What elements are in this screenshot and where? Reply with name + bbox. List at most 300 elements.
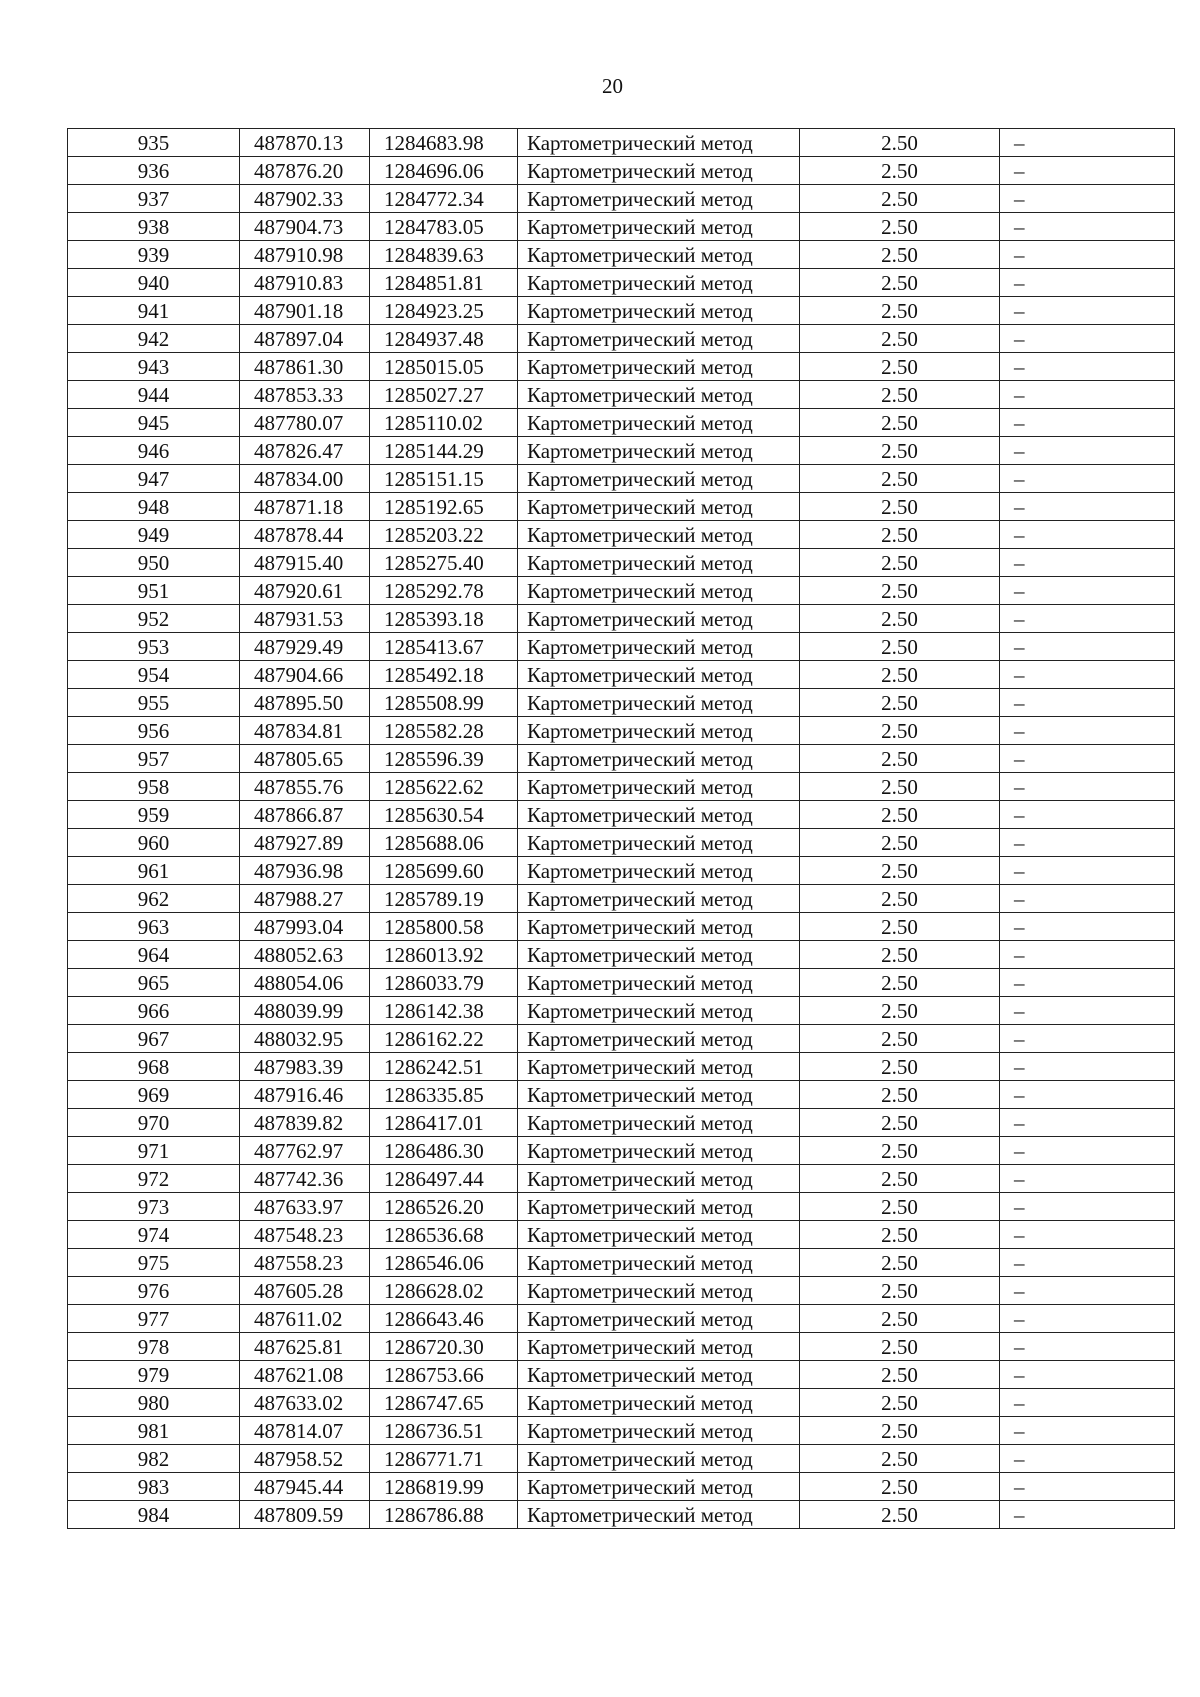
error-cell: 2.50: [800, 157, 1000, 185]
table-row: [68, 577, 1175, 605]
x-coordinate-cell: 487762.97: [240, 1137, 370, 1165]
point-number-cell: 954: [68, 661, 240, 689]
table-row: [68, 353, 1175, 381]
note-cell: –: [1000, 297, 1175, 325]
note-cell: –: [1000, 801, 1175, 829]
table-row: [68, 493, 1175, 521]
table-row: [68, 1109, 1175, 1137]
note-cell: –: [1000, 129, 1175, 157]
table-row: [68, 1249, 1175, 1277]
point-number-cell: 939: [68, 241, 240, 269]
note-cell: –: [1000, 1081, 1175, 1109]
y-coordinate-cell: 1286335.85: [370, 1081, 518, 1109]
point-number-cell: 959: [68, 801, 240, 829]
point-number-cell: 977: [68, 1305, 240, 1333]
error-cell: 2.50: [800, 997, 1000, 1025]
note-cell: –: [1000, 1445, 1175, 1473]
note-cell: –: [1000, 745, 1175, 773]
note-cell: –: [1000, 913, 1175, 941]
x-coordinate-cell: 487855.76: [240, 773, 370, 801]
method-cell: Картометрический метод: [518, 941, 800, 969]
note-cell: –: [1000, 1417, 1175, 1445]
note-cell: –: [1000, 1389, 1175, 1417]
y-coordinate-cell: 1285027.27: [370, 381, 518, 409]
method-cell: Картометрический метод: [518, 185, 800, 213]
error-cell: 2.50: [800, 1081, 1000, 1109]
x-coordinate-cell: 487945.44: [240, 1473, 370, 1501]
method-cell: Картометрический метод: [518, 689, 800, 717]
error-cell: 2.50: [800, 1137, 1000, 1165]
table-row: [68, 801, 1175, 829]
error-cell: 2.50: [800, 465, 1000, 493]
method-cell: Картометрический метод: [518, 717, 800, 745]
method-cell: Картометрический метод: [518, 745, 800, 773]
y-coordinate-cell: 1284772.34: [370, 185, 518, 213]
y-coordinate-cell: 1286417.01: [370, 1109, 518, 1137]
error-cell: 2.50: [800, 1025, 1000, 1053]
note-cell: –: [1000, 633, 1175, 661]
method-cell: Картометрический метод: [518, 129, 800, 157]
note-cell: –: [1000, 1137, 1175, 1165]
table-row: [68, 1221, 1175, 1249]
x-coordinate-cell: 487901.18: [240, 297, 370, 325]
table-row: [68, 1501, 1175, 1529]
method-cell: Картометрический метод: [518, 801, 800, 829]
x-coordinate-cell: 487958.52: [240, 1445, 370, 1473]
point-number-cell: 972: [68, 1165, 240, 1193]
point-number-cell: 982: [68, 1445, 240, 1473]
error-cell: 2.50: [800, 829, 1000, 857]
method-cell: Картометрический метод: [518, 1025, 800, 1053]
point-number-cell: 978: [68, 1333, 240, 1361]
error-cell: 2.50: [800, 325, 1000, 353]
table-row: [68, 913, 1175, 941]
point-number-cell: 951: [68, 577, 240, 605]
point-number-cell: 975: [68, 1249, 240, 1277]
method-cell: Картометрический метод: [518, 773, 800, 801]
table-row: [68, 1473, 1175, 1501]
x-coordinate-cell: 488054.06: [240, 969, 370, 997]
y-coordinate-cell: 1286747.65: [370, 1389, 518, 1417]
note-cell: –: [1000, 493, 1175, 521]
table-row: [68, 437, 1175, 465]
error-cell: 2.50: [800, 1053, 1000, 1081]
point-number-cell: 973: [68, 1193, 240, 1221]
table-row: [68, 997, 1175, 1025]
note-cell: –: [1000, 857, 1175, 885]
table-row: [68, 213, 1175, 241]
y-coordinate-cell: 1286536.68: [370, 1221, 518, 1249]
table-row: [68, 1025, 1175, 1053]
y-coordinate-cell: 1286628.02: [370, 1277, 518, 1305]
note-cell: –: [1000, 773, 1175, 801]
table-row: [68, 409, 1175, 437]
point-number-cell: 974: [68, 1221, 240, 1249]
y-coordinate-cell: 1286771.71: [370, 1445, 518, 1473]
table-row: [68, 1389, 1175, 1417]
note-cell: –: [1000, 1025, 1175, 1053]
point-number-cell: 952: [68, 605, 240, 633]
method-cell: Картометрический метод: [518, 521, 800, 549]
y-coordinate-cell: 1285292.78: [370, 577, 518, 605]
x-coordinate-cell: 487988.27: [240, 885, 370, 913]
note-cell: –: [1000, 241, 1175, 269]
x-coordinate-cell: 487931.53: [240, 605, 370, 633]
method-cell: Картометрический метод: [518, 857, 800, 885]
method-cell: Картометрический метод: [518, 1249, 800, 1277]
error-cell: 2.50: [800, 773, 1000, 801]
note-cell: –: [1000, 941, 1175, 969]
point-number-cell: 960: [68, 829, 240, 857]
y-coordinate-cell: 1286013.92: [370, 941, 518, 969]
x-coordinate-cell: 487936.98: [240, 857, 370, 885]
method-cell: Картометрический метод: [518, 829, 800, 857]
error-cell: 2.50: [800, 353, 1000, 381]
error-cell: 2.50: [800, 801, 1000, 829]
error-cell: 2.50: [800, 269, 1000, 297]
y-coordinate-cell: 1286546.06: [370, 1249, 518, 1277]
error-cell: 2.50: [800, 633, 1000, 661]
y-coordinate-cell: 1285015.05: [370, 353, 518, 381]
y-coordinate-cell: 1285688.06: [370, 829, 518, 857]
method-cell: Картометрический метод: [518, 1081, 800, 1109]
point-number-cell: 949: [68, 521, 240, 549]
y-coordinate-cell: 1285192.65: [370, 493, 518, 521]
point-number-cell: 970: [68, 1109, 240, 1137]
method-cell: Картометрический метод: [518, 577, 800, 605]
x-coordinate-cell: 487621.08: [240, 1361, 370, 1389]
note-cell: –: [1000, 1473, 1175, 1501]
method-cell: Картометрический метод: [518, 1221, 800, 1249]
note-cell: –: [1000, 437, 1175, 465]
table-row: [68, 1053, 1175, 1081]
y-coordinate-cell: 1284783.05: [370, 213, 518, 241]
method-cell: Картометрический метод: [518, 1389, 800, 1417]
table-row: [68, 969, 1175, 997]
y-coordinate-cell: 1285508.99: [370, 689, 518, 717]
y-coordinate-cell: 1284696.06: [370, 157, 518, 185]
y-coordinate-cell: 1285582.28: [370, 717, 518, 745]
note-cell: –: [1000, 1277, 1175, 1305]
error-cell: 2.50: [800, 1249, 1000, 1277]
note-cell: –: [1000, 465, 1175, 493]
x-coordinate-cell: 487910.83: [240, 269, 370, 297]
note-cell: –: [1000, 157, 1175, 185]
note-cell: –: [1000, 605, 1175, 633]
note-cell: –: [1000, 325, 1175, 353]
point-number-cell: 936: [68, 157, 240, 185]
error-cell: 2.50: [800, 213, 1000, 241]
point-number-cell: 969: [68, 1081, 240, 1109]
error-cell: 2.50: [800, 745, 1000, 773]
x-coordinate-cell: 487834.81: [240, 717, 370, 745]
point-number-cell: 962: [68, 885, 240, 913]
table-row: [68, 1361, 1175, 1389]
point-number-cell: 957: [68, 745, 240, 773]
method-cell: Картометрический метод: [518, 633, 800, 661]
method-cell: Картометрический метод: [518, 1053, 800, 1081]
point-number-cell: 958: [68, 773, 240, 801]
point-number-cell: 950: [68, 549, 240, 577]
note-cell: –: [1000, 1305, 1175, 1333]
table-row: [68, 521, 1175, 549]
y-coordinate-cell: 1284683.98: [370, 129, 518, 157]
point-number-cell: 938: [68, 213, 240, 241]
error-cell: 2.50: [800, 1389, 1000, 1417]
table-row: [68, 689, 1175, 717]
error-cell: 2.50: [800, 969, 1000, 997]
note-cell: –: [1000, 689, 1175, 717]
point-number-cell: 963: [68, 913, 240, 941]
method-cell: Картометрический метод: [518, 913, 800, 941]
point-number-cell: 945: [68, 409, 240, 437]
error-cell: 2.50: [800, 857, 1000, 885]
point-number-cell: 943: [68, 353, 240, 381]
note-cell: –: [1000, 409, 1175, 437]
point-number-cell: 956: [68, 717, 240, 745]
y-coordinate-cell: 1285393.18: [370, 605, 518, 633]
table-row: [68, 1305, 1175, 1333]
x-coordinate-cell: 487625.81: [240, 1333, 370, 1361]
error-cell: 2.50: [800, 605, 1000, 633]
error-cell: 2.50: [800, 1333, 1000, 1361]
method-cell: Картометрический метод: [518, 269, 800, 297]
note-cell: –: [1000, 269, 1175, 297]
error-cell: 2.50: [800, 185, 1000, 213]
error-cell: 2.50: [800, 717, 1000, 745]
y-coordinate-cell: 1286497.44: [370, 1165, 518, 1193]
method-cell: Картометрический метод: [518, 661, 800, 689]
method-cell: Картометрический метод: [518, 465, 800, 493]
x-coordinate-cell: 487902.33: [240, 185, 370, 213]
y-coordinate-cell: 1286753.66: [370, 1361, 518, 1389]
point-number-cell: 953: [68, 633, 240, 661]
error-cell: 2.50: [800, 661, 1000, 689]
note-cell: –: [1000, 213, 1175, 241]
x-coordinate-cell: 487983.39: [240, 1053, 370, 1081]
x-coordinate-cell: 487870.13: [240, 129, 370, 157]
method-cell: Картометрический метод: [518, 213, 800, 241]
error-cell: 2.50: [800, 1277, 1000, 1305]
error-cell: 2.50: [800, 129, 1000, 157]
y-coordinate-cell: 1285492.18: [370, 661, 518, 689]
method-cell: Картометрический метод: [518, 1417, 800, 1445]
table-row: [68, 829, 1175, 857]
y-coordinate-cell: 1284923.25: [370, 297, 518, 325]
method-cell: Картометрический метод: [518, 353, 800, 381]
y-coordinate-cell: 1286033.79: [370, 969, 518, 997]
error-cell: 2.50: [800, 1361, 1000, 1389]
note-cell: –: [1000, 885, 1175, 913]
y-coordinate-cell: 1284851.81: [370, 269, 518, 297]
error-cell: 2.50: [800, 241, 1000, 269]
note-cell: –: [1000, 381, 1175, 409]
x-coordinate-cell: 487826.47: [240, 437, 370, 465]
table-row: [68, 241, 1175, 269]
y-coordinate-cell: 1284937.48: [370, 325, 518, 353]
note-cell: –: [1000, 1193, 1175, 1221]
x-coordinate-cell: 487633.02: [240, 1389, 370, 1417]
table-row: [68, 1165, 1175, 1193]
y-coordinate-cell: 1286819.99: [370, 1473, 518, 1501]
point-number-cell: 966: [68, 997, 240, 1025]
point-number-cell: 946: [68, 437, 240, 465]
point-number-cell: 937: [68, 185, 240, 213]
x-coordinate-cell: 487834.00: [240, 465, 370, 493]
note-cell: –: [1000, 1053, 1175, 1081]
error-cell: 2.50: [800, 1165, 1000, 1193]
x-coordinate-cell: 487805.65: [240, 745, 370, 773]
note-cell: –: [1000, 1109, 1175, 1137]
method-cell: Картометрический метод: [518, 381, 800, 409]
x-coordinate-cell: 487927.89: [240, 829, 370, 857]
method-cell: Картометрический метод: [518, 241, 800, 269]
error-cell: 2.50: [800, 941, 1000, 969]
point-number-cell: 964: [68, 941, 240, 969]
method-cell: Картометрический метод: [518, 1445, 800, 1473]
y-coordinate-cell: 1285800.58: [370, 913, 518, 941]
note-cell: –: [1000, 185, 1175, 213]
point-number-cell: 961: [68, 857, 240, 885]
table-row: [68, 605, 1175, 633]
note-cell: –: [1000, 1361, 1175, 1389]
method-cell: Картометрический метод: [518, 1305, 800, 1333]
table-row: [68, 633, 1175, 661]
note-cell: –: [1000, 577, 1175, 605]
error-cell: 2.50: [800, 885, 1000, 913]
point-number-cell: 979: [68, 1361, 240, 1389]
x-coordinate-cell: 487548.23: [240, 1221, 370, 1249]
method-cell: Картометрический метод: [518, 1165, 800, 1193]
method-cell: Картометрический метод: [518, 885, 800, 913]
error-cell: 2.50: [800, 521, 1000, 549]
point-number-cell: 942: [68, 325, 240, 353]
error-cell: 2.50: [800, 1501, 1000, 1529]
error-cell: 2.50: [800, 381, 1000, 409]
table-row: [68, 941, 1175, 969]
method-cell: Картометрический метод: [518, 493, 800, 521]
error-cell: 2.50: [800, 549, 1000, 577]
table-row: [68, 129, 1175, 157]
x-coordinate-cell: 487866.87: [240, 801, 370, 829]
point-number-cell: 968: [68, 1053, 240, 1081]
y-coordinate-cell: 1285789.19: [370, 885, 518, 913]
table-row: [68, 1193, 1175, 1221]
y-coordinate-cell: 1285110.02: [370, 409, 518, 437]
x-coordinate-cell: 487853.33: [240, 381, 370, 409]
error-cell: 2.50: [800, 1193, 1000, 1221]
y-coordinate-cell: 1285203.22: [370, 521, 518, 549]
error-cell: 2.50: [800, 1109, 1000, 1137]
table-row: [68, 857, 1175, 885]
method-cell: Картометрический метод: [518, 969, 800, 997]
table-row: [68, 885, 1175, 913]
point-number-cell: 947: [68, 465, 240, 493]
x-coordinate-cell: 487611.02: [240, 1305, 370, 1333]
method-cell: Картометрический метод: [518, 1193, 800, 1221]
table-row: [68, 185, 1175, 213]
table-row: [68, 297, 1175, 325]
method-cell: Картометрический метод: [518, 157, 800, 185]
point-number-cell: 967: [68, 1025, 240, 1053]
y-coordinate-cell: 1285144.29: [370, 437, 518, 465]
error-cell: 2.50: [800, 1221, 1000, 1249]
point-number-cell: 944: [68, 381, 240, 409]
table-row: [68, 1081, 1175, 1109]
note-cell: –: [1000, 353, 1175, 381]
x-coordinate-cell: 487876.20: [240, 157, 370, 185]
table-row: [68, 1417, 1175, 1445]
y-coordinate-cell: 1285151.15: [370, 465, 518, 493]
table-row: [68, 465, 1175, 493]
error-cell: 2.50: [800, 437, 1000, 465]
method-cell: Картометрический метод: [518, 297, 800, 325]
point-number-cell: 983: [68, 1473, 240, 1501]
error-cell: 2.50: [800, 1445, 1000, 1473]
table-row: [68, 325, 1175, 353]
y-coordinate-cell: 1286526.20: [370, 1193, 518, 1221]
point-number-cell: 984: [68, 1501, 240, 1529]
table-row: [68, 1137, 1175, 1165]
x-coordinate-cell: 487809.59: [240, 1501, 370, 1529]
y-coordinate-cell: 1284839.63: [370, 241, 518, 269]
point-number-cell: 940: [68, 269, 240, 297]
note-cell: –: [1000, 549, 1175, 577]
y-coordinate-cell: 1285596.39: [370, 745, 518, 773]
note-cell: –: [1000, 997, 1175, 1025]
error-cell: 2.50: [800, 577, 1000, 605]
error-cell: 2.50: [800, 409, 1000, 437]
point-number-cell: 955: [68, 689, 240, 717]
point-number-cell: 971: [68, 1137, 240, 1165]
method-cell: Картометрический метод: [518, 997, 800, 1025]
note-cell: –: [1000, 1333, 1175, 1361]
x-coordinate-cell: 487916.46: [240, 1081, 370, 1109]
table-row: [68, 717, 1175, 745]
x-coordinate-cell: 487742.36: [240, 1165, 370, 1193]
y-coordinate-cell: 1286162.22: [370, 1025, 518, 1053]
y-coordinate-cell: 1286736.51: [370, 1417, 518, 1445]
method-cell: Картометрический метод: [518, 1361, 800, 1389]
table-row: [68, 381, 1175, 409]
method-cell: Картометрический метод: [518, 1501, 800, 1529]
error-cell: 2.50: [800, 1417, 1000, 1445]
x-coordinate-cell: 487861.30: [240, 353, 370, 381]
x-coordinate-cell: 487993.04: [240, 913, 370, 941]
point-number-cell: 948: [68, 493, 240, 521]
y-coordinate-cell: 1285630.54: [370, 801, 518, 829]
x-coordinate-cell: 488039.99: [240, 997, 370, 1025]
x-coordinate-cell: 487904.73: [240, 213, 370, 241]
method-cell: Картометрический метод: [518, 1473, 800, 1501]
y-coordinate-cell: 1286643.46: [370, 1305, 518, 1333]
point-number-cell: 965: [68, 969, 240, 997]
table-row: [68, 661, 1175, 689]
note-cell: –: [1000, 969, 1175, 997]
note-cell: –: [1000, 1249, 1175, 1277]
method-cell: Картометрический метод: [518, 325, 800, 353]
method-cell: Картометрический метод: [518, 1277, 800, 1305]
y-coordinate-cell: 1286242.51: [370, 1053, 518, 1081]
table-row: [68, 1333, 1175, 1361]
note-cell: –: [1000, 1221, 1175, 1249]
x-coordinate-cell: 487558.23: [240, 1249, 370, 1277]
note-cell: –: [1000, 1501, 1175, 1529]
table-row: [68, 1445, 1175, 1473]
error-cell: 2.50: [800, 297, 1000, 325]
x-coordinate-cell: 487929.49: [240, 633, 370, 661]
x-coordinate-cell: 487633.97: [240, 1193, 370, 1221]
